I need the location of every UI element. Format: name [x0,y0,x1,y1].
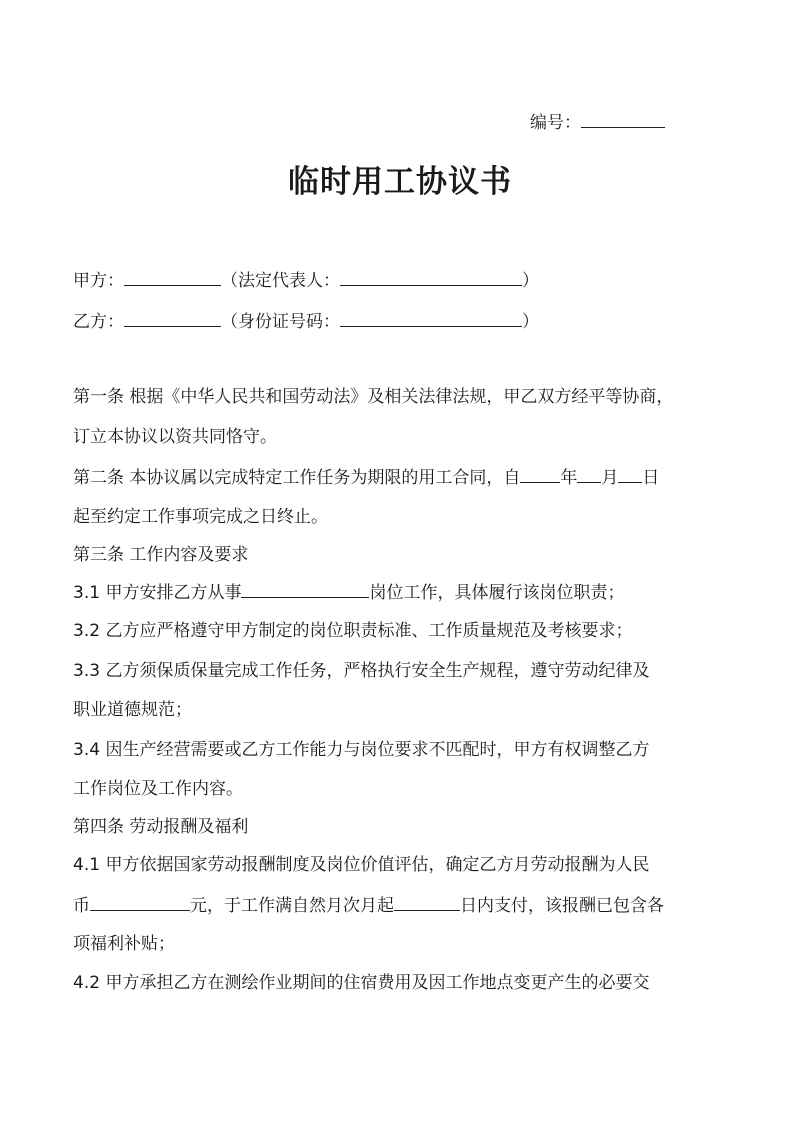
clause-4-1-line-3: 项福利补贴； [73,934,175,954]
clause-3-4-line-2: 工作岗位及工作内容。 [73,779,243,799]
party-a-row [73,268,733,293]
clause-4-1-line-2 [73,893,733,918]
party-a-rep-blank[interactable] [340,268,522,286]
party-b-name-blank[interactable] [124,309,221,327]
clause-3-2: 3.2 乙方应严格遵守甲方制定的岗位职责标准、工作质量规范及考核要求； [73,621,633,641]
clause-4-1-post: 日内支付，该报酬已包含各 [460,896,664,916]
party-b-close-paren: ） [522,312,539,332]
party-b-row [73,309,733,334]
start-month-blank[interactable] [577,465,601,483]
article-1-line-1: 第一条 根据《中华人民共和国劳动法》及相关法律法规，甲乙双方经平等协商， [73,387,674,407]
serial-number-blank[interactable] [581,110,665,128]
currency-label: 币 [73,896,90,916]
post-name-blank[interactable] [241,580,369,598]
article-4-heading: 第四条 劳动报酬及福利 [73,817,249,837]
clause-3-1 [73,580,733,605]
month-label: 月 [601,468,619,488]
article-2-text: 第二条 本协议属以完成特定工作任务为期限的用工合同，自 [73,468,521,488]
document-title: 临时用工协议书 [288,164,512,200]
party-b-id-blank[interactable] [340,309,522,327]
article-3-heading: 第三条 工作内容及要求 [73,545,249,565]
day-label: 日 [642,468,660,488]
serial-number-label: 编号： [530,113,581,133]
clause-3-4-line-1: 3.4 因生产经营需要或乙方工作能力与岗位要求不匹配时，甲方有权调整乙方 [73,740,650,760]
salary-amount-blank[interactable] [90,893,190,911]
start-year-blank[interactable] [520,465,560,483]
party-b-id-label: （身份证号码： [221,312,340,332]
party-a-label: 甲方： [73,271,124,291]
article-2-line-2: 起至约定工作事项完成之日终止。 [73,507,328,527]
year-label: 年 [560,468,578,488]
payment-days-blank[interactable] [394,893,460,911]
start-day-blank[interactable] [618,465,642,483]
party-a-rep-label: （法定代表人： [221,271,340,291]
serial-number-row [530,110,665,135]
clause-4-2-line-1: 4.2 甲方承担乙方在测绘作业期间的住宿费用及因工作地点变更产生的必要交 [73,973,650,993]
article-2-line-1 [73,465,733,490]
clause-3-3-line-2: 职业道德规范； [73,700,192,720]
clause-3-1-post: 岗位工作，具体履行该岗位职责； [369,583,625,603]
clause-4-1-line-1: 4.1 甲方依据国家劳动报酬制度及岗位价值评估，确定乙方月劳动报酬为人民 [73,855,650,875]
clause-3-3-line-1: 3.3 乙方须保质保量完成工作任务，严格执行安全生产规程，遵守劳动纪律及 [73,661,650,681]
article-1-line-2: 订立本协议以资共同恪守。 [73,427,277,447]
party-a-name-blank[interactable] [124,268,221,286]
party-a-close-paren: ） [522,271,539,291]
clause-4-1-mid: 元，于工作满自然月次月起 [190,896,394,916]
party-b-label: 乙方： [73,312,124,332]
clause-3-1-pre: 3.1 甲方安排乙方从事 [73,583,242,603]
